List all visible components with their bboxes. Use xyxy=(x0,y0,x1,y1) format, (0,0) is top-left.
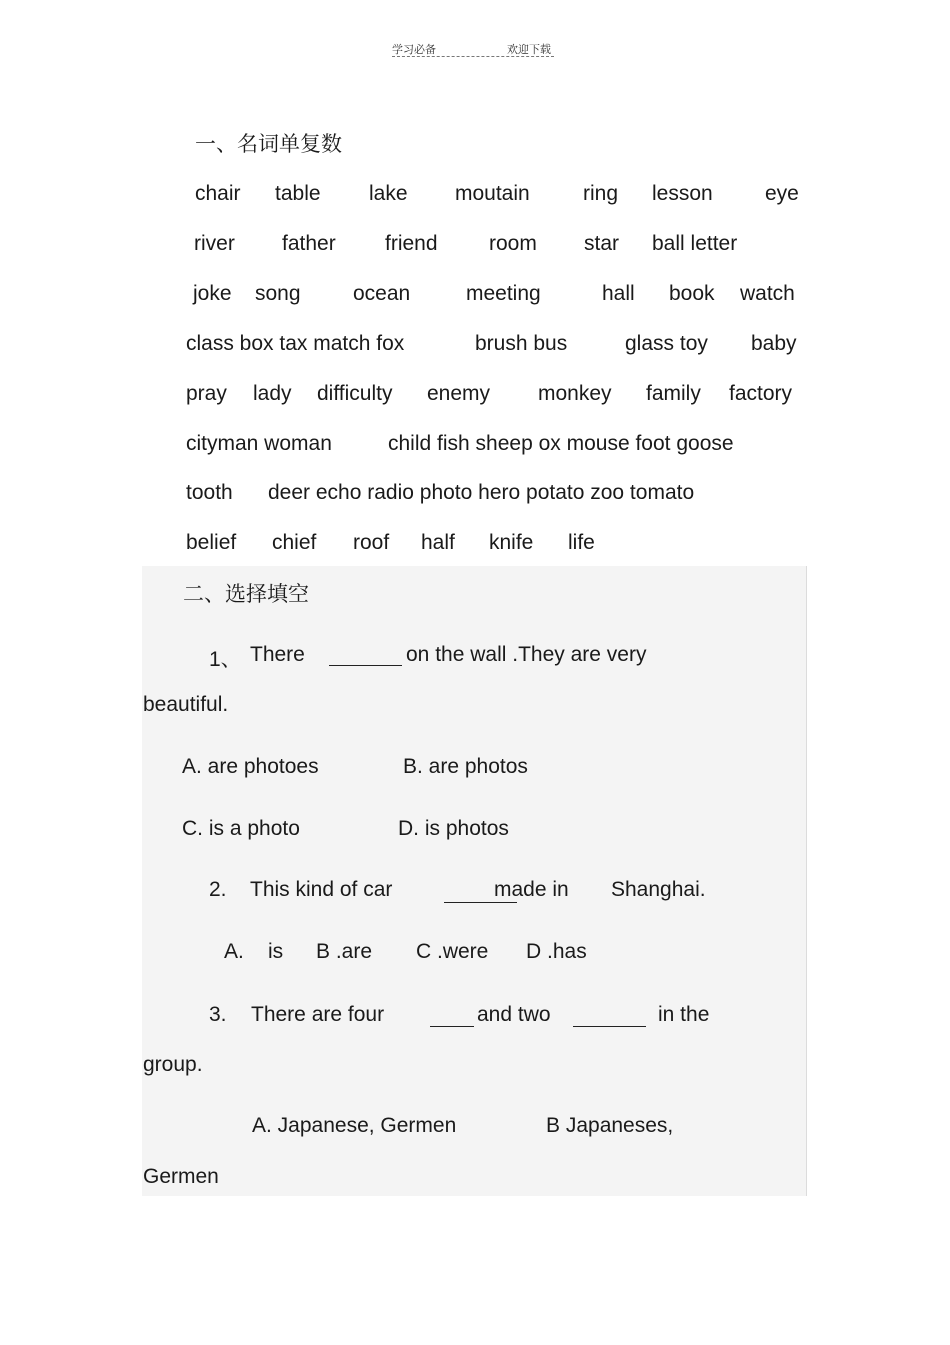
question-text: on the wall .They are very xyxy=(406,643,647,666)
option-b-continued: Germen xyxy=(143,1165,219,1188)
word: difficulty xyxy=(317,382,393,405)
word: eye xyxy=(765,182,799,205)
option-b[interactable]: B Japaneses, xyxy=(546,1114,674,1137)
word: father xyxy=(282,232,336,255)
section2-title: 二、选择填空 xyxy=(183,582,309,606)
word: table xyxy=(275,182,321,205)
answer-blank[interactable] xyxy=(573,1008,646,1027)
question-text: beautiful. xyxy=(143,693,229,716)
option-a[interactable]: A. are photoes xyxy=(182,755,319,778)
option-c[interactable]: C .were xyxy=(416,940,489,963)
word: joke xyxy=(193,282,232,305)
question-number: 3. xyxy=(209,1003,227,1026)
option-a-text[interactable]: is xyxy=(268,940,284,963)
answer-blank[interactable] xyxy=(329,647,402,666)
word: ring xyxy=(583,182,619,205)
word: life xyxy=(568,531,595,554)
word: pray xyxy=(186,382,227,405)
word: lady xyxy=(253,382,292,405)
word: family xyxy=(646,382,701,405)
word: moutain xyxy=(455,182,530,205)
section1-title: 一、名词单复数 xyxy=(195,132,342,156)
word: hall xyxy=(602,282,635,305)
word: lake xyxy=(369,182,408,205)
word: factory xyxy=(729,382,793,405)
option-b[interactable]: B. are photos xyxy=(403,755,528,778)
word: river xyxy=(194,232,235,255)
word: star xyxy=(584,232,620,255)
word: deer echo radio photo hero potato zoo tomato xyxy=(268,481,695,504)
word: meeting xyxy=(466,282,541,305)
word: baby xyxy=(751,332,797,355)
header-divider xyxy=(392,56,554,57)
word: brush bus xyxy=(475,332,568,355)
question-number: 1、 xyxy=(209,648,242,671)
option-c[interactable]: C. is a photo xyxy=(182,817,300,840)
word: tooth xyxy=(186,481,233,504)
question-text: and two xyxy=(477,1003,551,1026)
word: monkey xyxy=(538,382,612,405)
word: child fish sheep ox mouse foot goose xyxy=(388,432,734,455)
answer-blank[interactable] xyxy=(430,1008,474,1027)
word: glass toy xyxy=(625,332,708,355)
question-text: There are four xyxy=(251,1003,385,1026)
question-text: There xyxy=(250,643,305,666)
question-text: made in xyxy=(494,878,569,901)
option-a[interactable]: A. Japanese, Germen xyxy=(252,1114,457,1137)
word: watch xyxy=(740,282,795,305)
question-text: group. xyxy=(143,1053,203,1076)
header-right: 欢迎下载 xyxy=(507,43,551,56)
word: roof xyxy=(353,531,390,554)
word: book xyxy=(669,282,715,305)
word: class box tax match fox xyxy=(186,332,405,355)
word: chair xyxy=(195,182,241,205)
word: cityman woman xyxy=(186,432,332,455)
question-number: 2. xyxy=(209,878,227,901)
option-a[interactable]: A. xyxy=(224,940,244,963)
word: friend xyxy=(385,232,438,255)
option-b[interactable]: B .are xyxy=(316,940,373,963)
word: room xyxy=(489,232,537,255)
question-text: Shanghai. xyxy=(611,878,706,901)
word: half xyxy=(421,531,455,554)
word: song xyxy=(255,282,301,305)
word: ocean xyxy=(353,282,411,305)
word: knife xyxy=(489,531,534,554)
word: ball letter xyxy=(652,232,738,255)
option-d[interactable]: D .has xyxy=(526,940,587,963)
word: enemy xyxy=(427,382,491,405)
word: chief xyxy=(272,531,317,554)
header-left: 学习必备 xyxy=(392,43,436,56)
option-d[interactable]: D. is photos xyxy=(398,817,509,840)
word: lesson xyxy=(652,182,713,205)
word: belief xyxy=(186,531,237,554)
question-text: This kind of car xyxy=(250,878,393,901)
question-text: in the xyxy=(658,1003,710,1026)
